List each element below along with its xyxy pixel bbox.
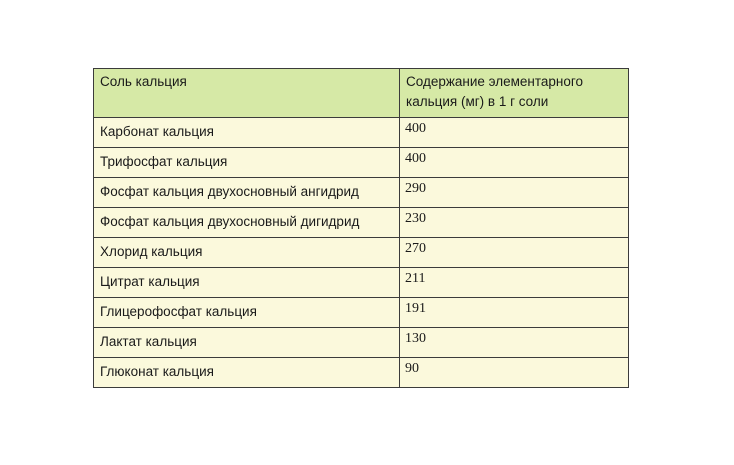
salt-name: Глюконат кальция [94,358,400,388]
salt-name: Хлорид кальция [94,238,400,268]
salt-name: Фосфат кальция двухосновный ангидрид [94,178,400,208]
table-row [94,238,629,268]
header-salt: Соль кальция [94,69,400,118]
table-row [94,148,629,178]
table-header-row [94,69,629,118]
calcium-value: 400 [400,118,629,148]
calcium-value: 230 [400,208,629,238]
calcium-value: 211 [400,268,629,298]
salt-name: Глицерофосфат кальция [94,298,400,328]
calcium-value: 191 [400,298,629,328]
salt-name: Лактат кальция [94,328,400,358]
table-row [94,178,629,208]
salt-name: Цитрат кальция [94,268,400,298]
calcium-value: 400 [400,148,629,178]
calcium-value: 130 [400,328,629,358]
calcium-salts-table [93,68,629,388]
calcium-value: 290 [400,178,629,208]
calcium-value: 270 [400,238,629,268]
salt-name: Фосфат кальция двухосновный дигидрид [94,208,400,238]
table-row [94,358,629,388]
table-row [94,268,629,298]
calcium-value: 90 [400,358,629,388]
table-row [94,328,629,358]
table-row [94,298,629,328]
salt-name: Трифосфат кальция [94,148,400,178]
salt-name: Карбонат кальция [94,118,400,148]
header-calcium-content: Содержание элементарного кальция (мг) в 1 г соли [400,69,629,118]
table-row [94,208,629,238]
table-row [94,118,629,148]
